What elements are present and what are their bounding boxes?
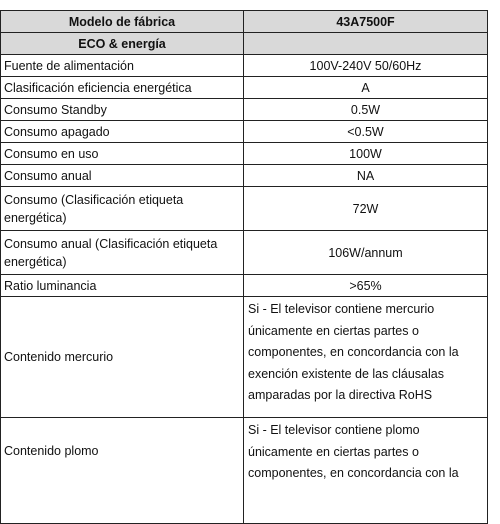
row-value: 100W <box>244 143 488 165</box>
row-value: 0.5W <box>244 99 488 121</box>
row-label: Consumo anual <box>1 165 244 187</box>
row-label: Contenido plomo <box>1 418 244 524</box>
row-label: Consumo (Clasificación etiqueta energética) <box>1 187 244 231</box>
table-row <box>1 55 488 77</box>
header-model-label: Modelo de fábrica <box>1 11 244 33</box>
table-row <box>1 275 488 297</box>
row-label: Consumo anual (Clasificación etiqueta energética) <box>1 231 244 275</box>
row-value: A <box>244 77 488 99</box>
row-label: Consumo en uso <box>1 143 244 165</box>
table-row <box>1 297 488 418</box>
table-row <box>1 143 488 165</box>
row-label: Contenido mercurio <box>1 297 244 418</box>
section-row <box>1 33 488 55</box>
table-row <box>1 165 488 187</box>
row-value: >65% <box>244 275 488 297</box>
table-row <box>1 418 488 524</box>
table-row <box>1 77 488 99</box>
section-title: ECO & energía <box>1 33 244 55</box>
row-label: Ratio luminancia <box>1 275 244 297</box>
row-label: Clasificación eficiencia energética <box>1 77 244 99</box>
row-label: Fuente de alimentación <box>1 55 244 77</box>
table-header-row <box>1 11 488 33</box>
table-row <box>1 99 488 121</box>
row-value: 100V-240V 50/60Hz <box>244 55 488 77</box>
row-label: Consumo Standby <box>1 99 244 121</box>
row-value: NA <box>244 165 488 187</box>
row-label: Consumo apagado <box>1 121 244 143</box>
table-row <box>1 187 488 231</box>
row-value: <0.5W <box>244 121 488 143</box>
table-row <box>1 121 488 143</box>
row-value: Si - El televisor contiene plomo únicamente en ciertas partes o componentes, en concordancia con la <box>244 418 488 524</box>
row-value: 106W/annum <box>244 231 488 275</box>
header-model-value: 43A7500F <box>244 11 488 33</box>
row-value: 72W <box>244 187 488 231</box>
row-value: Si - El televisor contiene mercurio únicamente en ciertas partes o componentes, en concordancia con la exención existente de las cláusalas amparadas por la directiva RoHS <box>244 297 488 418</box>
spec-table <box>0 10 488 524</box>
table-row <box>1 231 488 275</box>
section-empty-cell <box>244 33 488 55</box>
